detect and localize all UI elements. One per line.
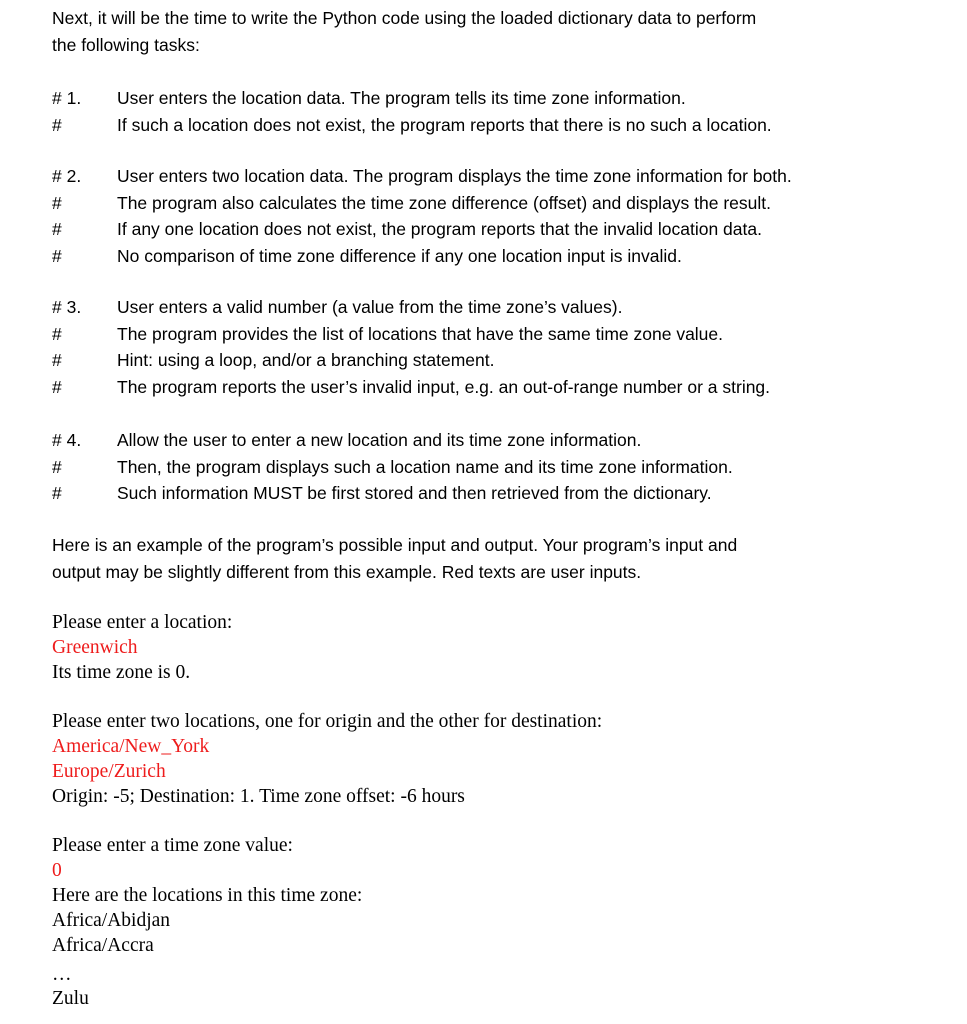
task-marker: # 3. xyxy=(52,297,82,317)
ellipsis-line: … xyxy=(52,964,72,985)
task-text: Such information MUST be first stored and then retrieved from the dictionary. xyxy=(117,483,712,503)
task-line xyxy=(52,190,952,217)
task-marker: # xyxy=(52,323,62,344)
task-text: User enters two location data. The program displays the time zone information for both. xyxy=(117,166,792,186)
task-line xyxy=(52,321,952,348)
program-output-line: Africa/Abidjan xyxy=(52,910,171,931)
user-input-line: Greenwich xyxy=(52,637,138,658)
task-marker: # xyxy=(52,376,62,397)
program-output-line: Zulu xyxy=(52,988,89,1009)
task-1-block xyxy=(52,85,952,138)
task-marker: # xyxy=(52,350,62,370)
task-text: No comparison of time zone difference if any one location input is invalid. xyxy=(117,245,682,266)
task-text: The program reports the user’s invalid input, e.g. an out-of-range number or a string. xyxy=(117,376,771,397)
user-input-line: 0 xyxy=(52,860,62,881)
task-text: User enters a valid number (a value from the time zone’s values). xyxy=(117,297,623,317)
task-line xyxy=(52,163,952,190)
intro-paragraph xyxy=(52,5,952,58)
task-marker: # xyxy=(52,456,62,477)
program-output-line: Its time zone is 0. xyxy=(52,662,191,683)
task-text: If any one location does not exist, the program reports that the invalid location data. xyxy=(117,219,762,239)
task-marker: # 1. xyxy=(52,88,82,108)
example-intro-line: Here is an example of the program’s possible input and output. Your program’s input and xyxy=(52,535,738,555)
task-line xyxy=(52,454,952,481)
task-text: User enters the location data. The program tells its time zone information. xyxy=(117,88,686,108)
task-3-block xyxy=(52,294,952,400)
example-intro-line: output may be slightly different from this example. Red texts are user inputs. xyxy=(52,561,642,582)
task-line xyxy=(52,374,952,401)
program-output-line: Africa/Accra xyxy=(52,935,154,956)
task-line xyxy=(52,480,952,507)
task-text: The program provides the list of locations that have the same time zone value. xyxy=(117,323,724,344)
task-marker: # xyxy=(52,245,62,266)
task-marker: # xyxy=(52,219,62,239)
program-output-line: Please enter two locations, one for origin and the other for destination: xyxy=(52,711,603,732)
task-line xyxy=(52,427,952,454)
task-marker: # xyxy=(52,192,62,213)
task-text: Hint: using a loop, and/or a branching statement. xyxy=(117,350,495,370)
example-io-location-lookup xyxy=(52,610,932,685)
program-output-line: Origin: -5; Destination: 1. Time zone offset: -6 hours xyxy=(52,786,465,807)
task-4-block xyxy=(52,427,952,507)
task-line xyxy=(52,294,952,321)
task-marker: # 2. xyxy=(52,166,82,186)
task-line xyxy=(52,216,952,243)
program-output-line: Here are the locations in this time zone: xyxy=(52,885,363,906)
task-line xyxy=(52,112,952,139)
example-intro-paragraph xyxy=(52,532,952,585)
task-line xyxy=(52,85,952,112)
user-input-line: America/New_York xyxy=(52,736,210,757)
intro-line: Next, it will be the time to write the Python code using the loaded dictionary data to perform xyxy=(52,8,757,28)
task-text: Allow the user to enter a new location and its time zone information. xyxy=(117,430,642,450)
example-io-time-zone-value xyxy=(52,833,932,1011)
task-text: Then, the program displays such a location name and its time zone information. xyxy=(117,456,733,477)
task-text: If such a location does not exist, the program reports that there is no such a location. xyxy=(117,114,772,135)
task-line xyxy=(52,243,952,270)
task-2-block xyxy=(52,163,952,269)
task-text: The program also calculates the time zone difference (offset) and displays the result. xyxy=(117,192,772,213)
task-marker: # xyxy=(52,483,62,503)
example-io-two-locations xyxy=(52,709,932,809)
program-output-line: Please enter a location: xyxy=(52,612,233,633)
intro-line: the following tasks: xyxy=(52,34,200,55)
user-input-line: Europe/Zurich xyxy=(52,761,166,782)
task-line xyxy=(52,347,952,374)
program-output-line: Please enter a time zone value: xyxy=(52,835,293,856)
task-marker: # 4. xyxy=(52,430,82,450)
task-marker: # xyxy=(52,114,62,135)
